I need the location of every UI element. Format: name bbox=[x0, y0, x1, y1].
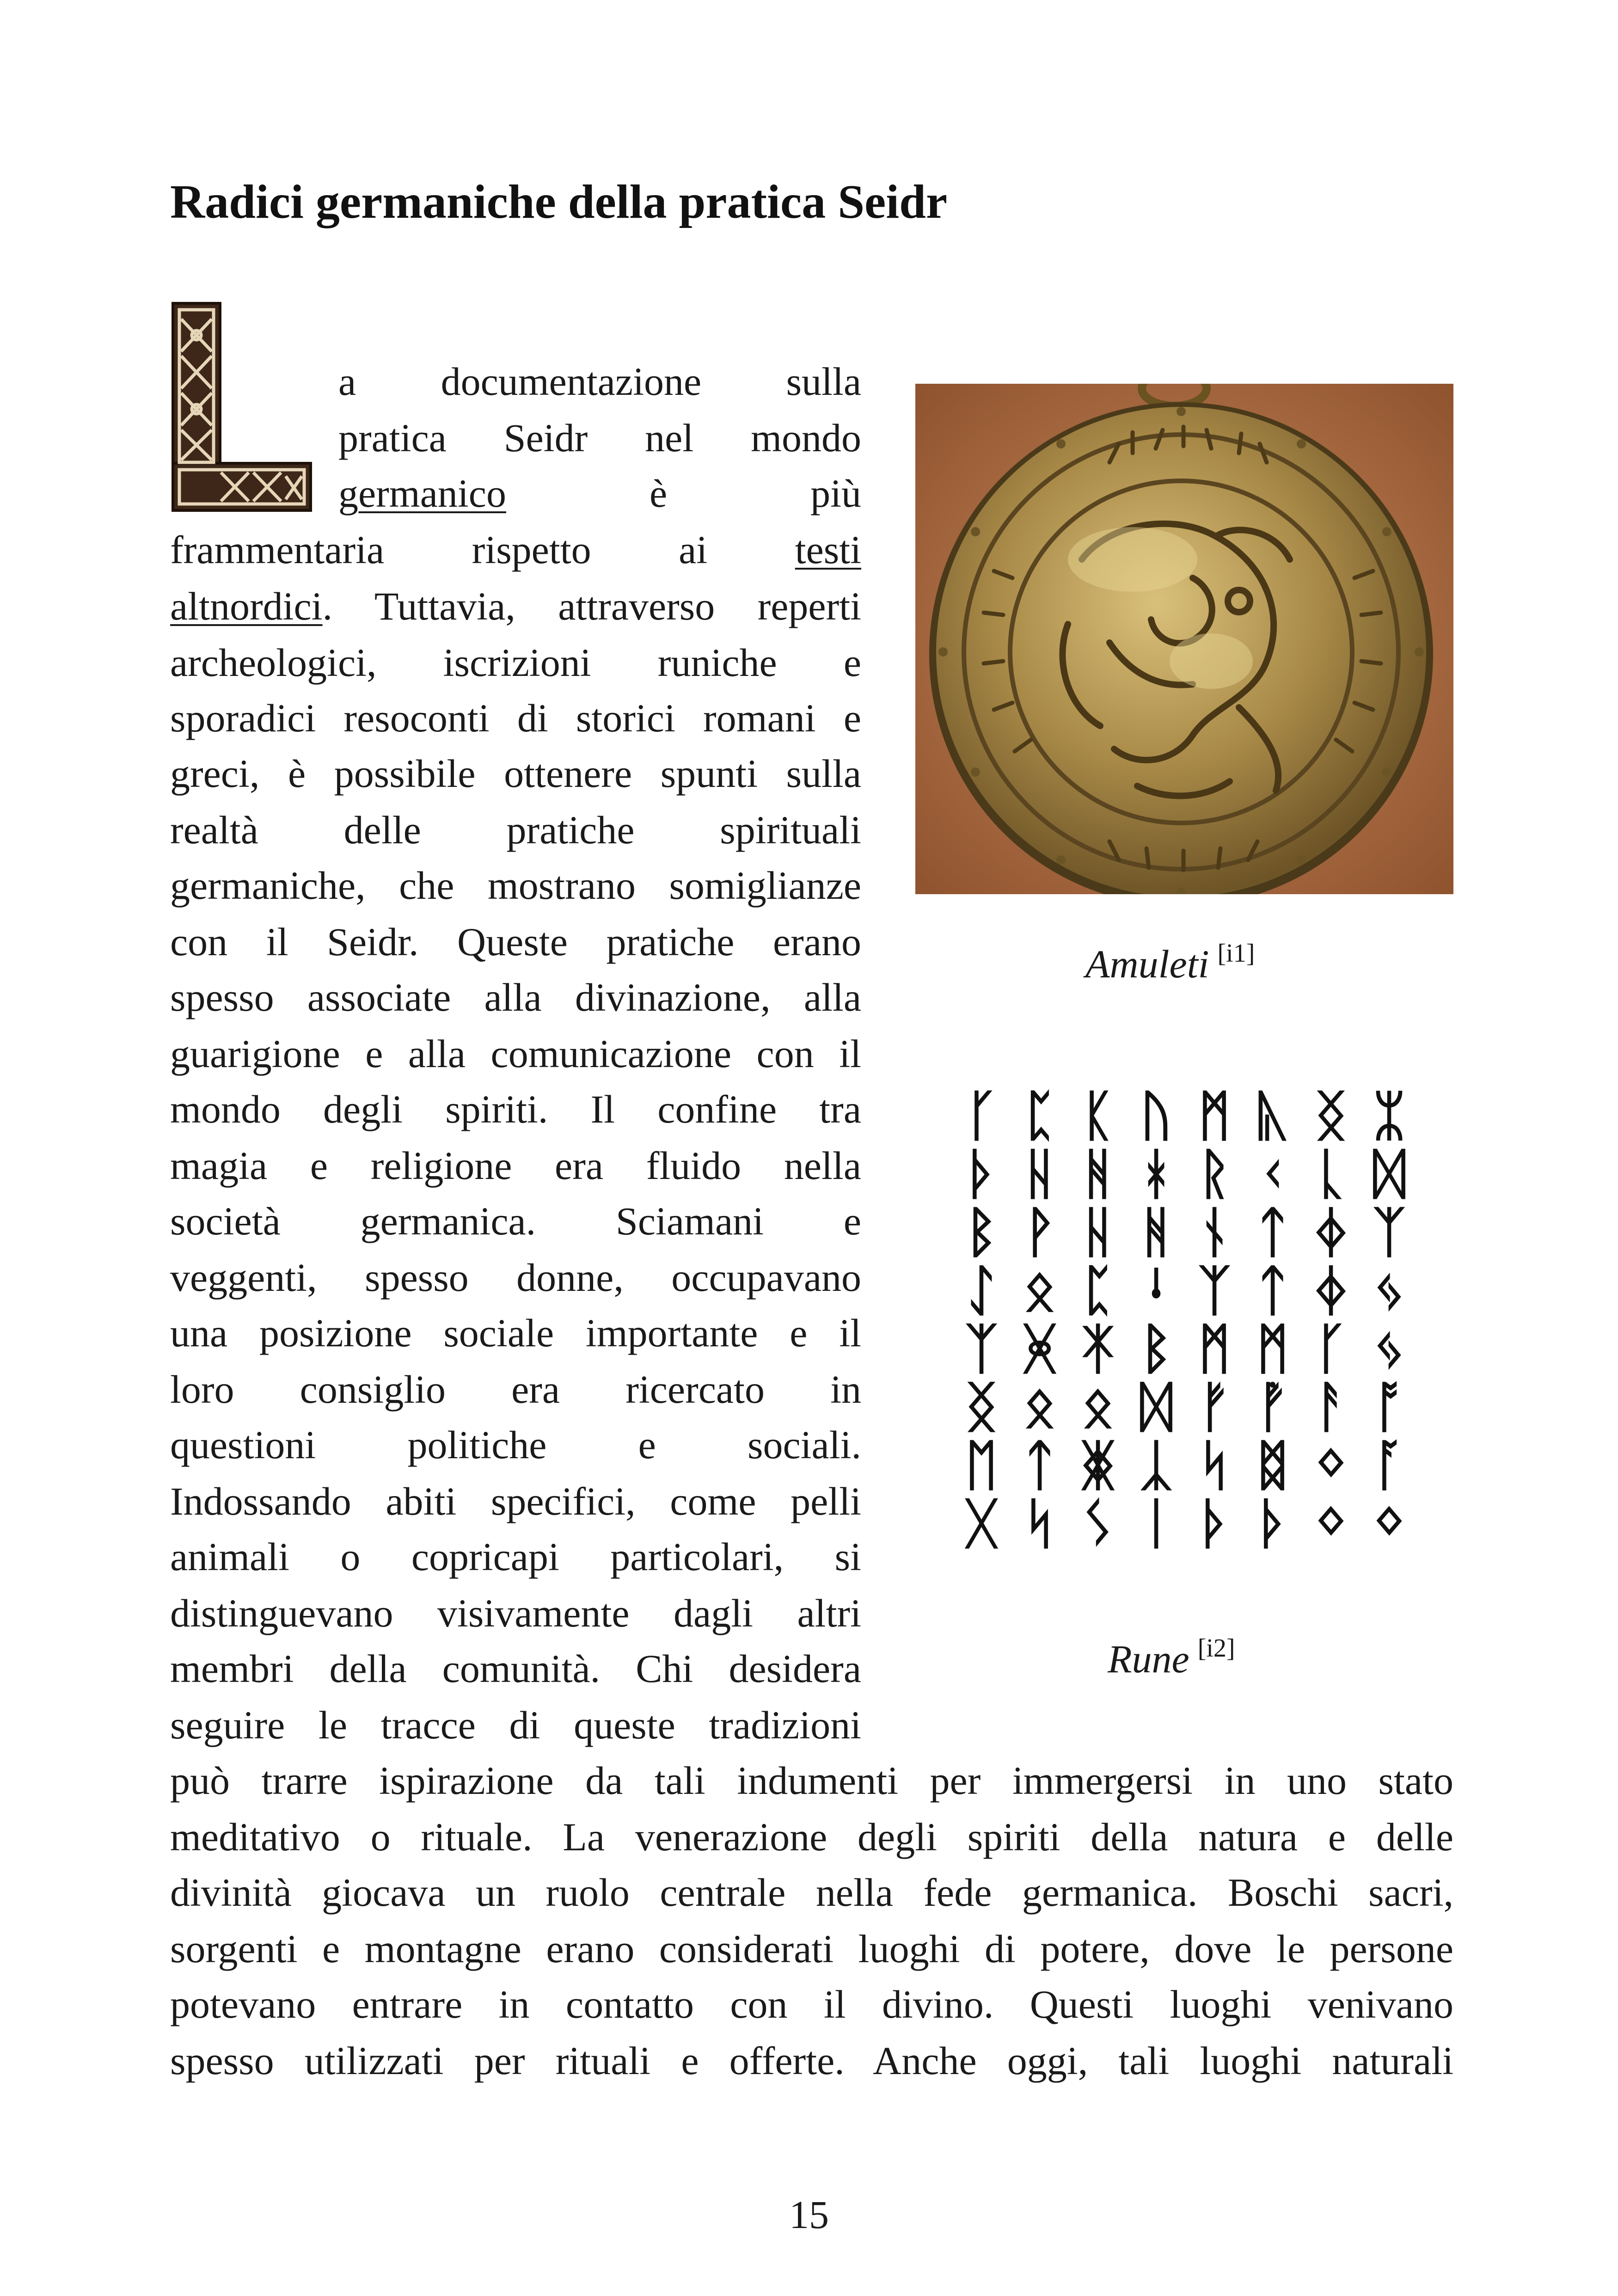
text-fragment: frammentaria rispetto ai bbox=[170, 528, 708, 572]
rune-glyph: ᛜ bbox=[1314, 1433, 1348, 1497]
rune-glyph: ᛋ bbox=[1023, 1491, 1056, 1553]
text-line: guarigione e alla comunicazione con il bbox=[170, 1031, 861, 1076]
rune-glyph: ᛡ bbox=[1081, 1316, 1115, 1381]
text-line: sporadici resoconti di storici romani e bbox=[170, 696, 861, 740]
text-link-altnordici[interactable]: altnordici bbox=[170, 584, 323, 628]
caption-text: Rune bbox=[1108, 1637, 1189, 1681]
amulet-image bbox=[915, 384, 1453, 894]
rune-glyph: ᚼ bbox=[1140, 1142, 1173, 1206]
rune-glyph: ᚱ bbox=[1198, 1142, 1231, 1206]
text-line: animali o copricapi particolari, si bbox=[170, 1535, 861, 1579]
rune-glyph: ᛝ bbox=[1314, 1087, 1348, 1148]
rune-glyph: ᚺ bbox=[1023, 1142, 1056, 1206]
rune-glyph: ᛒ bbox=[1140, 1316, 1173, 1381]
rune-glyph: ᚴ bbox=[965, 1087, 998, 1148]
text-line: sorgenti e montagne erano considerati luoghi di potere, dove le persone bbox=[170, 1927, 1453, 1971]
rune-glyph: ᚹ bbox=[1023, 1200, 1056, 1264]
rune-glyph: ᛖ bbox=[965, 1433, 998, 1497]
rune-glyph: ᚴ bbox=[1314, 1316, 1348, 1381]
rune-glyph: ᛝ bbox=[965, 1375, 998, 1439]
rune-glyph: ᛜ bbox=[1373, 1491, 1406, 1553]
rune-glyph: ᛥ bbox=[1256, 1433, 1289, 1497]
text-line: distinguevano visivamente dagli altri bbox=[170, 1591, 861, 1635]
rune-glyph: ᛣ bbox=[1140, 1433, 1173, 1497]
rune-glyph: ᛗ bbox=[1198, 1316, 1231, 1381]
rune-glyph: ᛕ bbox=[1081, 1087, 1115, 1148]
rune-glyph: ᚦ bbox=[1256, 1491, 1289, 1553]
amulet-caption bbox=[1085, 939, 1255, 986]
caption-reference[interactable]: [i2] bbox=[1197, 1634, 1235, 1663]
rune-glyph: ᛟ bbox=[1023, 1375, 1056, 1439]
text-line: loro consiglio era ricercato in bbox=[170, 1367, 861, 1412]
rune-glyph: ᛉ bbox=[1373, 1200, 1406, 1264]
text-line: pratica Seidr nel mondo bbox=[338, 416, 861, 460]
rune-glyph: ᚡ bbox=[1256, 1375, 1289, 1439]
text-line: archeologici, iscrizioni runiche e bbox=[170, 640, 861, 685]
text-line: società germanica. Sciamani e bbox=[170, 1199, 861, 1243]
text-line: magia e religione era fluido nella bbox=[170, 1143, 861, 1188]
rune-glyph: ᛗ bbox=[1198, 1087, 1231, 1148]
rune-glyph: ᚺ bbox=[1081, 1200, 1115, 1264]
rune-glyph: ᛟ bbox=[1081, 1375, 1115, 1439]
runes-table bbox=[952, 1087, 1419, 1553]
text-line: spesso associate alla divinazione, alla bbox=[170, 975, 861, 1019]
text-line: membri della comunità. Chi desidera bbox=[170, 1646, 861, 1691]
text-line: potevano entrare in contatto con il divino. Questi luoghi venivano bbox=[170, 1982, 1453, 2026]
text-fragment: più bbox=[810, 471, 861, 516]
rune-glyph: ᛤ bbox=[1081, 1433, 1115, 1497]
rune-glyph: ᛃ bbox=[1373, 1316, 1406, 1381]
rune-glyph: ᚢ bbox=[1140, 1087, 1173, 1148]
text-line: Indossando abiti specifici, come pelli bbox=[170, 1479, 861, 1523]
text-fragment: è bbox=[649, 471, 668, 516]
rune-glyph: ᛋ bbox=[1198, 1433, 1231, 1497]
text-line: a documentazione sulla bbox=[338, 359, 861, 404]
text-link-testi[interactable]: testi bbox=[795, 528, 862, 572]
text-line bbox=[170, 530, 861, 570]
caption-text: Amuleti bbox=[1085, 942, 1209, 986]
rune-glyph: ᚦ bbox=[965, 1142, 998, 1206]
text-line: una posizione sociale importante e il bbox=[170, 1311, 861, 1355]
rune-glyph: ᚠ bbox=[1198, 1375, 1231, 1439]
text-line: realtà delle pratiche spirituali bbox=[170, 808, 861, 852]
text-line: meditativo o rituale. La venerazione degli spiriti della natura e delle bbox=[170, 1815, 1453, 1859]
text-fragment: . Tuttavia, attraverso reperti bbox=[322, 584, 861, 628]
rune-glyph: ᛄ bbox=[1314, 1258, 1348, 1322]
dropcap-letter-l bbox=[170, 301, 313, 513]
text-line: greci, è possibile ottenere spunti sulla bbox=[170, 751, 861, 796]
rune-glyph: ᛞ bbox=[1373, 1142, 1406, 1206]
rune-glyph: ᚲ bbox=[1256, 1142, 1289, 1206]
rune-glyph: ᛄ bbox=[1314, 1200, 1348, 1264]
rune-glyph: ᛏ bbox=[1256, 1258, 1289, 1322]
text-line bbox=[170, 586, 861, 626]
text-line: germaniche, che mostrano somiglianze bbox=[170, 863, 861, 908]
text-link-germanico[interactable]: germanico bbox=[338, 471, 506, 516]
caption-reference[interactable]: [i1] bbox=[1217, 939, 1255, 968]
rune-glyph: ᚸ bbox=[1023, 1316, 1056, 1381]
rune-glyph: ᚳ bbox=[1314, 1142, 1348, 1206]
rune-glyph: ᛈ bbox=[1081, 1258, 1115, 1322]
runes-caption bbox=[1108, 1634, 1235, 1681]
text-line bbox=[338, 471, 861, 516]
rune-glyph: ᛃ bbox=[1373, 1258, 1406, 1322]
rune-glyph: ᚻ bbox=[1081, 1142, 1115, 1206]
rune-glyph: ᛍ bbox=[1140, 1258, 1173, 1322]
rune-glyph: ᛊ bbox=[1081, 1491, 1115, 1553]
rune-glyph: ᛯ bbox=[1373, 1087, 1406, 1148]
text-line: mondo degli spiriti. Il confine tra bbox=[170, 1087, 861, 1131]
rune-glyph: ᛏ bbox=[1023, 1433, 1056, 1497]
rune-glyph: ᛏ bbox=[1256, 1200, 1289, 1264]
text-line: questioni politiche e sociali. bbox=[170, 1423, 861, 1467]
amulet-illustration bbox=[915, 384, 1453, 894]
text-line: con il Seidr. Queste pratiche erano bbox=[170, 920, 861, 964]
rune-glyph: ᛒ bbox=[965, 1200, 998, 1264]
rune-glyph: ᛟ bbox=[1023, 1258, 1056, 1322]
rune-glyph: ᚻ bbox=[1140, 1200, 1173, 1264]
rune-glyph: ᛗ bbox=[1256, 1316, 1289, 1381]
rune-glyph: ᚾ bbox=[1198, 1200, 1231, 1264]
rune-glyph: ᛈ bbox=[1023, 1087, 1056, 1148]
rune-glyph: ᚪ bbox=[1373, 1433, 1406, 1497]
rune-glyph: ᚨ bbox=[1314, 1375, 1348, 1439]
chapter-title: Radici germaniche della pratica Seidr bbox=[170, 175, 948, 228]
page-number: 15 bbox=[789, 2192, 829, 2237]
text-line: veggenti, spesso donne, occupavano bbox=[170, 1255, 861, 1300]
rune-glyph: ᛁ bbox=[1140, 1491, 1173, 1553]
rune-glyph: ᚷ bbox=[965, 1491, 998, 1553]
rune-glyph: ᚦ bbox=[1198, 1491, 1231, 1553]
rune-glyph: ᚩ bbox=[1373, 1375, 1406, 1439]
rune-glyph: ᚣ bbox=[1256, 1087, 1289, 1148]
rune-glyph: ᛉ bbox=[965, 1316, 998, 1381]
text-line: spesso utilizzati per rituali e offerte. Anche oggi, tali luoghi naturali bbox=[170, 2038, 1453, 2083]
text-line: può trarre ispirazione da tali indumenti per immergersi in uno stato bbox=[170, 1758, 1453, 1803]
rune-glyph: ᛇ bbox=[965, 1258, 998, 1322]
text-line: divinità giocava un ruolo centrale nella fede germanica. Boschi sacri, bbox=[170, 1870, 1453, 1915]
text-line: seguire le tracce di queste tradizioni bbox=[170, 1703, 861, 1747]
rune-glyph: ᛜ bbox=[1314, 1491, 1348, 1553]
rune-glyph: ᛞ bbox=[1140, 1375, 1173, 1439]
rune-glyph: ᛉ bbox=[1198, 1258, 1231, 1322]
